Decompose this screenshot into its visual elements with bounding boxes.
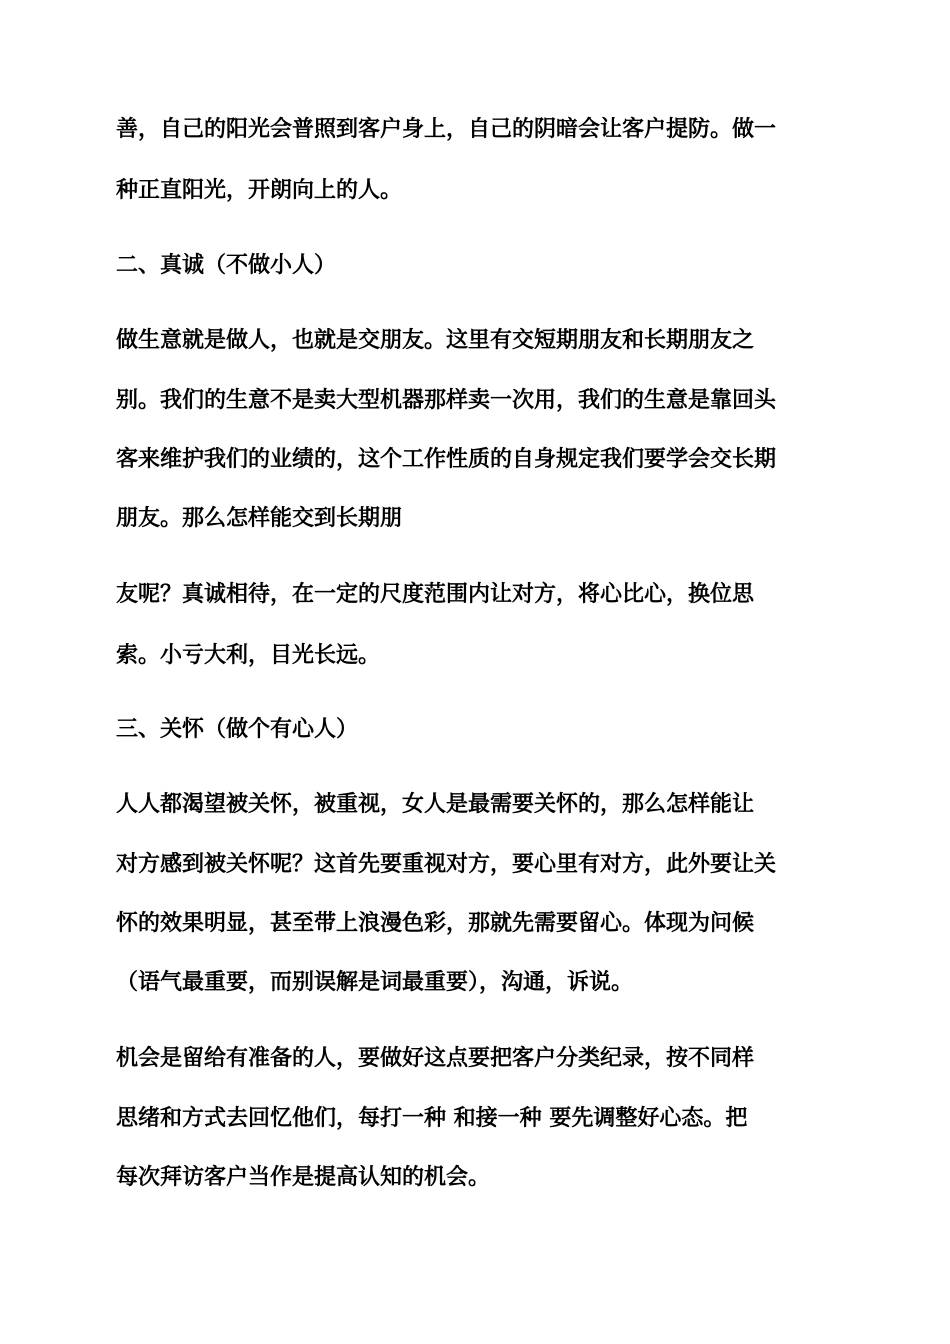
text-line: 友呢？真诚相待，在一定的尺度范围内让对方，将心比心，换位思 [116, 582, 755, 607]
section-heading-sincerity: 二、真诚（不做小人） [116, 253, 337, 278]
text-line: 思绪和方式去回忆他们，每打一种 和接一种 要先调整好心态。把 [116, 1106, 748, 1131]
text-line: 机会是留给有准备的人，要做好这点要把客户分类纪录，按不同样 [116, 1046, 755, 1071]
text-line: 朋友。那么怎样能交到长期朋 [116, 506, 403, 531]
text-line: 善，自己的阳光会普照到客户身上，自己的阴暗会让客户提防。做一 [116, 117, 777, 142]
text-line: 做生意就是做人，也就是交朋友。这里有交短期朋友和长期朋友之 [116, 328, 755, 353]
text-line: 对方感到被关怀呢？这首先要重视对方，要心里有对方，此外要让关 [116, 852, 777, 877]
text-line: 客来维护我们的业绩的，这个工作性质的自身规定我们要学会交长期 [116, 447, 777, 472]
text-line: 别。我们的生意不是卖大型机器那样卖一次用，我们的生意是靠回头 [116, 388, 777, 413]
section-heading-care: 三、关怀（做个有心人） [116, 717, 359, 742]
text-line: 索。小亏大利，目光长远。 [116, 643, 381, 668]
text-line: 怀的效果明显，甚至带上浪漫色彩，那就先需要留心。体现为问候 [116, 911, 755, 936]
text-line: 种正直阳光，开朗向上的人。 [116, 178, 403, 203]
text-line: 每次拜访客户当作是提高认知的机会。 [116, 1165, 491, 1190]
text-line: （语气最重要，而别误解是词最重要），沟通，诉说。 [116, 970, 634, 995]
text-line: 人人都渴望被关怀，被重视，女人是最需要关怀的，那么怎样能让 [116, 792, 755, 817]
